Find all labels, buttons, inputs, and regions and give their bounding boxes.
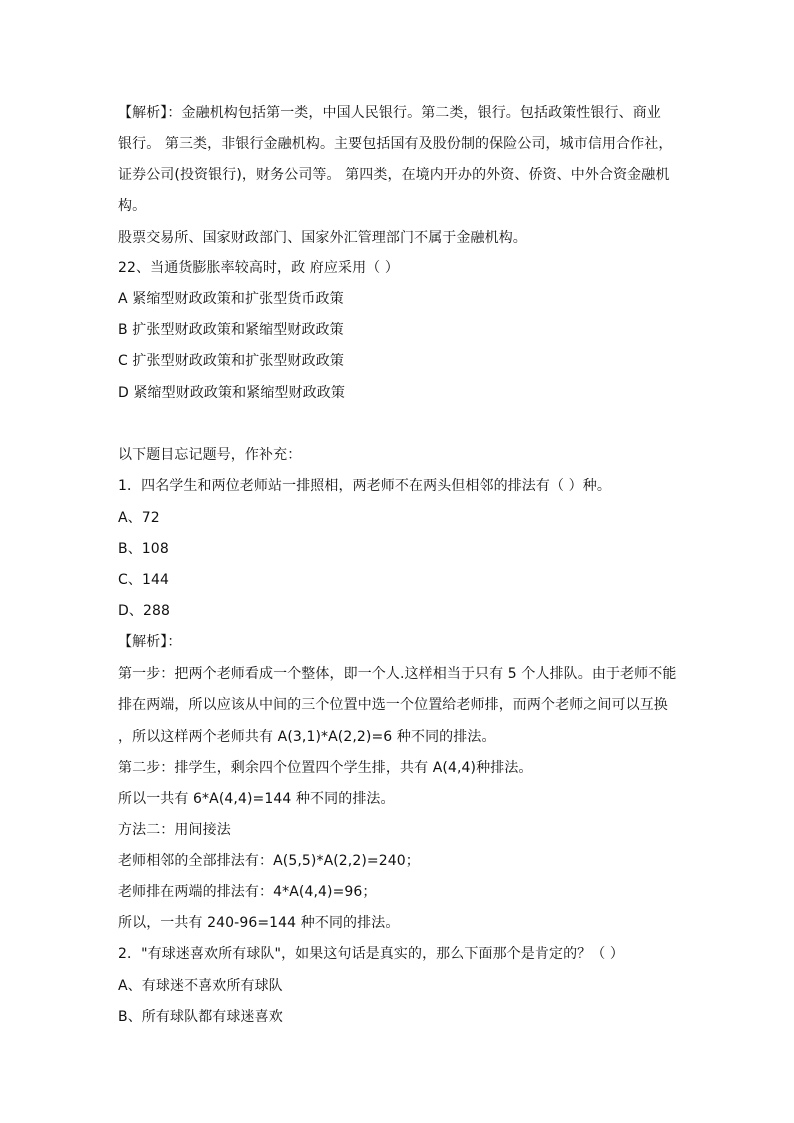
question-1-option-a: A、72	[118, 510, 160, 526]
question-22-option-a: A 紧缩型财政政策和扩张型货币政策	[118, 291, 344, 307]
method-two-all-arrangements: 老师相邻的全部排法有：A(5,5)*A(2,2)=240；	[118, 853, 420, 869]
question-2-option-a: A、有球迷不喜欢所有球队	[118, 978, 283, 994]
method-two-result: 所以，一共有 240-96=144 种不同的排法。	[118, 915, 400, 931]
analysis-paragraph-line-3: 证券公司(投资银行)，财务公司等。 第四类，在境内开办的外资、侨资、中外合资金融机	[118, 167, 670, 183]
analysis-paragraph-line-4: 构。	[118, 198, 147, 214]
question-22-option-d: D 紧缩型财政政策和紧缩型财政政策	[118, 385, 345, 401]
question-22-option-c: C 扩张型财政政策和扩张型财政政策	[118, 353, 344, 369]
question-22-option-b: B 扩张型财政政策和紧缩型财政政策	[118, 322, 344, 338]
question-1-option-d: D、288	[118, 603, 171, 619]
supplement-heading: 以下题目忘记题号，作补充：	[118, 447, 302, 463]
question-1-stem: 1．四名学生和两位老师站一排照相，两老师不在两头但相邻的排法有（ ）种。	[118, 478, 611, 494]
analysis-note: 股票交易所、国家财政部门、国家外汇管理部门不属于金融机构。	[118, 230, 527, 246]
question-1-option-c: C、144	[118, 572, 169, 588]
solution-total: 所以一共有 6*A(4,4)=144 种不同的排法。	[118, 791, 395, 807]
question-1-analysis-label: 【解析】：	[118, 634, 182, 650]
method-two-heading: 方法二：用间接法	[118, 822, 231, 838]
analysis-paragraph-line-1: 【解析】：金融机构包括第一类，中国人民银行。第二类，银行。包括政策性银行、商业	[118, 105, 661, 121]
solution-step-1-line-2: 排在两端，所以应该从中间的三个位置中选一个位置给老师排，而两个老师之间可以互换	[118, 697, 668, 713]
method-two-end-arrangements: 老师排在两端的排法有：4*A(4,4)=96；	[118, 884, 377, 900]
solution-step-1-line-1: 第一步：把两个老师看成一个整体，即一个人.这样相当于只有 5 个人排队。由于老师不能	[118, 666, 677, 682]
solution-step-2: 第二步：排学生，剩余四个位置四个学生排，共有 A(4,4)种排法。	[118, 760, 533, 776]
analysis-paragraph-line-2: 银行。 第三类，非银行金融机构。主要包括国有及股份制的保险公司，城市信用合作社，	[118, 136, 673, 152]
solution-step-1-line-3: ，所以这样两个老师共有 A(3,1)*A(2,2)=6 种不同的排法。	[118, 729, 496, 745]
question-2-option-b: B、所有球队都有球迷喜欢	[118, 1009, 283, 1025]
question-1-option-b: B、108	[118, 541, 169, 557]
question-22-stem: 22、当通货膨胀率较高时，政 府应采用（ ）	[118, 260, 399, 276]
question-2-stem: 2．"有球迷喜欢所有球队"，如果这句话是真实的，那么下面那个是肯定的？（ ）	[118, 946, 625, 962]
